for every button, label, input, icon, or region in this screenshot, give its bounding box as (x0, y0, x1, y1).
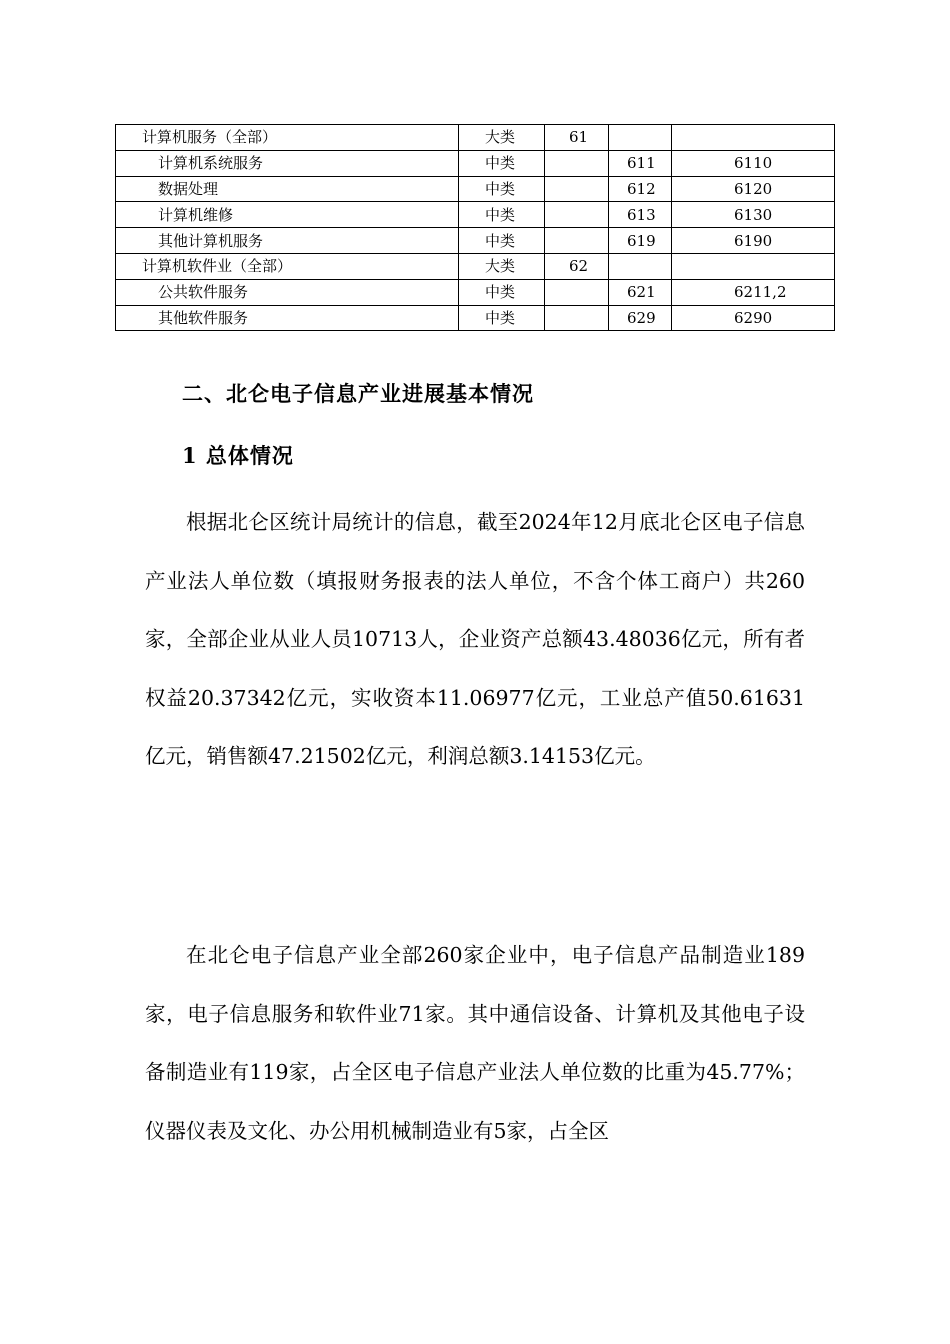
major-code-cell (545, 279, 609, 305)
category-name-cell: 计算机软件业（全部） (116, 253, 459, 279)
medium-code-cell: 629 (609, 305, 672, 331)
industry-code-cell (672, 253, 835, 279)
table-row (116, 305, 835, 331)
medium-code-cell: 611 (609, 150, 672, 176)
table-row (116, 125, 835, 151)
major-code-cell (545, 228, 609, 254)
category-name-cell: 数据处理 (116, 176, 459, 202)
category-level-cell: 中类 (459, 176, 545, 202)
industry-code-cell (672, 125, 835, 151)
industry-code-cell: 6190 (672, 228, 835, 254)
table-row (116, 253, 835, 279)
subsection-heading: 1 总体情况 (182, 443, 294, 468)
major-code-cell: 62 (545, 253, 609, 279)
medium-code-cell: 621 (609, 279, 672, 305)
industry-code-cell: 6211,2 (672, 279, 835, 305)
medium-code-cell: 619 (609, 228, 672, 254)
industry-classification-table (115, 124, 835, 331)
table-row (116, 202, 835, 228)
category-level-cell: 大类 (459, 125, 545, 151)
industry-code-cell: 6290 (672, 305, 835, 331)
category-name-cell: 计算机服务（全部） (116, 125, 459, 151)
industry-code-cell: 6120 (672, 176, 835, 202)
medium-code-cell (609, 125, 672, 151)
medium-code-cell: 612 (609, 176, 672, 202)
industry-code-cell: 6130 (672, 202, 835, 228)
section-heading: 二、北仑电子信息产业进展基本情况 (182, 381, 534, 406)
category-name-cell: 其他计算机服务 (116, 228, 459, 254)
category-level-cell: 大类 (459, 253, 545, 279)
medium-code-cell (609, 253, 672, 279)
category-level-cell: 中类 (459, 279, 545, 305)
category-name-cell: 其他软件服务 (116, 305, 459, 331)
major-code-cell: 61 (545, 125, 609, 151)
table-row (116, 279, 835, 305)
industry-code-cell: 6110 (672, 150, 835, 176)
category-level-cell: 中类 (459, 305, 545, 331)
table-row (116, 176, 835, 202)
table-row (116, 150, 835, 176)
category-level-cell: 中类 (459, 228, 545, 254)
major-code-cell (545, 176, 609, 202)
paragraph-breakdown: 在北仑电子信息产业全部260家企业中，电子信息产品制造业189家，电子信息服务和软件业71家。其中通信设备、计算机及其他电子设备制造业有119家，占全区电子信息产业法人单位数的比重为45.77%；仪器仪表及文化、办公用机械制造业有5家，占全区 (145, 943, 805, 1143)
major-code-cell (545, 202, 609, 228)
major-code-cell (545, 150, 609, 176)
category-name-cell: 计算机维修 (116, 202, 459, 228)
major-code-cell (545, 305, 609, 331)
table-row (116, 228, 835, 254)
category-level-cell: 中类 (459, 150, 545, 176)
category-name-cell: 公共软件服务 (116, 279, 459, 305)
category-level-cell: 中类 (459, 202, 545, 228)
table-body (116, 125, 835, 331)
paragraph-overview: 根据北仑区统计局统计的信息，截至2024年12月底北仑区电子信息产业法人单位数（填报财务报表的法人单位，不含个体工商户）共260家，全部企业从业人员10713人，企业资产总额43.48036亿元，所有者权益20.37342亿元，实收资本11.06977亿元，工业总产值50.61631亿元，销售额47.21502亿元，利润总额3.14153亿元。 (145, 510, 805, 768)
category-name-cell: 计算机系统服务 (116, 150, 459, 176)
medium-code-cell: 613 (609, 202, 672, 228)
